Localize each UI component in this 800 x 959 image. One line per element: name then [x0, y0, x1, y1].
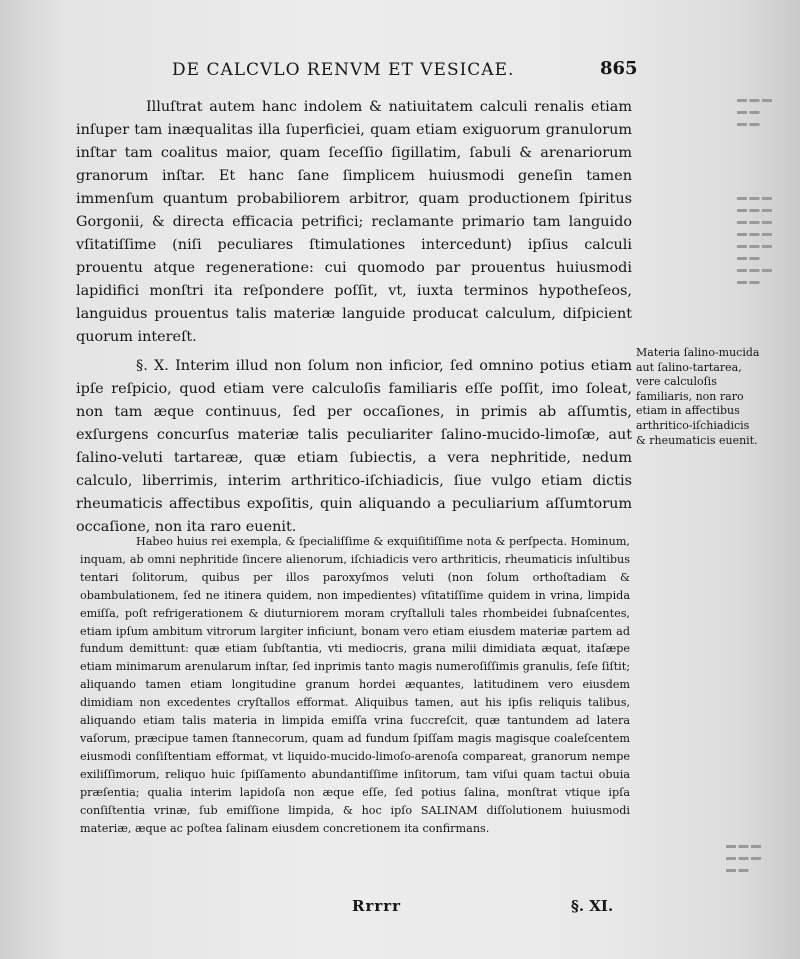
paragraph-section-x: §. X. Interim illud non ſolum non inficior, ſed omnino potius etiam ipſe reſpicio, quod etiam vere calculoſis familiaris eſſe poſſit, imo ſoleat, non tam æque continuus, ſed per occaſiones, in primis ab aſſumtis, exſurgens concurſus materiæ talis peculiariter ſalino-mucido-limoſæ, aut ſalino-veluti tartareæ, quæ etiam ſubiectis, a vera nephritide, nedum calculo, liberrimis, interim arthritico-iſchiadicis, ſiue vulgo etiam dictis rheumaticis affectibus expoſitis, quin aliquando a peculiarium aſſumtorum occaſione, non ita raro euenit.	[76, 358, 632, 535]
small-text-block	[80, 533, 630, 837]
paragraph-1: Illuſtrat autem hanc indolem & natiuitatem calculi renalis etiam inſuper tam inæqualitas illa ſuperficiei, quam etiam exiguorum granulorum inſtar tam coalitus maior, quam ſeceſſio ſigillatim, ſabuli & arenariorum granorum inſtar. Et hanc ſane ſimplicem huiusmodi geneſin tamen immenſum quantum probabiliorem arbitror, quam productionem ſpiritus Gorgonii, & directa efficacia petrifici; reclamante primario tam languido vſitatiſſime (niſi peculiares ſtimulationes intercedunt) ipſius calculi prouentu atque regeneratione: cui quomodo par prouentus huiusmodi lapidifici monſtri ita reſpondere poſſit, vt, iuxta terminos hypotheſeos, languidus prouentus talis materiæ languide producat calculum, diſpicient quorum intereſt.	[76, 99, 632, 345]
signature-mark: Rrrrr	[352, 897, 402, 915]
marginal-note: Materia ſalino-mucida aut ſalino-tartarea, vere calculoſis familiaris, non raro etiam in affectibus arthritico-iſchiadicis & rheumaticis euenit.	[636, 346, 760, 447]
bleed-through-text: ▬ ▬ ▬ ▬ ▬ ▬ ▬ ▬	[726, 840, 761, 875]
main-text	[76, 96, 632, 539]
paragraph-3: Habeo huius rei exempla, & ſpecialiſſime & exquiſitiſſime nota & perſpecta. Hominum, inquam, ab omni nephritide ſincere alienorum, iſchiadicis vero arthriticis, rheumaticis inſultibus tentari ſolitorum, quibus per illos paroxyſmos veluti (non ſolum orthoſtadiam & obambulationem, ſed ne itinera quidem, non impedientes) vſitatiſſime quidem in vrina, limpida emiſſa, poſt refrigerationem & diuturniorem moram cryſtalluli tales rhombeidei ſubnaſcentes, etiam ipſum ambitum vitrorum largiter inficiunt, bonam vero etiam eiusdem materiæ partem ad fundum demittunt: quæ etiam ſubſtantia, vti mediocris, grana milii dimidiata æquat, itaſæpe etiam minimarum arenularum inſtar, ſed inprimis tanto magis numeroſiſſimis granulis, ſeſe ſiſtit; aliquando tamen etiam longitudine granum hordei æquantes, latitudinem vero eiusdem dimidiam non excedentes cryſtallos efformat. Aliquibus tamen, aut his ipſis reliquis talibus, aliquando etiam talis materia in limpida emiſſa vrina ſuccreſcit, quæ tantundem ad latera vaſorum, præcipue tamen ſtannecorum, quam ad fundum ſpiſſam magis magisque coaleſcentem eiusmodi conſiſtentiam efformat, vt liquido-mucido-limoſo-arenoſa compareat, granorum nempe exiliſſimorum, reliquo huic ſpiſſamento abundantiſſime inſitorum, tam viſui quam tactui obuia præſentia; qualia interim lapidoſa non æque eſſe, ſed potius ſalina, monſtrat vtique ipſa conſiſtentia vrinæ, ſub emiſſione limpida, & hoc ipſo SALINAM diſſolutionem huiusmodi materiæ, æque ac poſtea ſalinam eiusdem concretionem ita confirmans.	[80, 535, 630, 835]
bleed-through-text: ▬ ▬ ▬ ▬ ▬ ▬ ▬ ▬ ▬ ▬ ▬ ▬ ▬ ▬ ▬ ▬ ▬ ▬ ▬ ▬ ▬ ▬	[737, 192, 772, 287]
catchword: §. XI.	[571, 897, 614, 915]
running-header: DE CALCVLO RENVM ET VESICAE.	[172, 60, 515, 80]
bleed-through-text: ▬ ▬ ▬ ▬ ▬ ▬ ▬	[737, 94, 772, 129]
page-number: 865	[600, 58, 638, 79]
